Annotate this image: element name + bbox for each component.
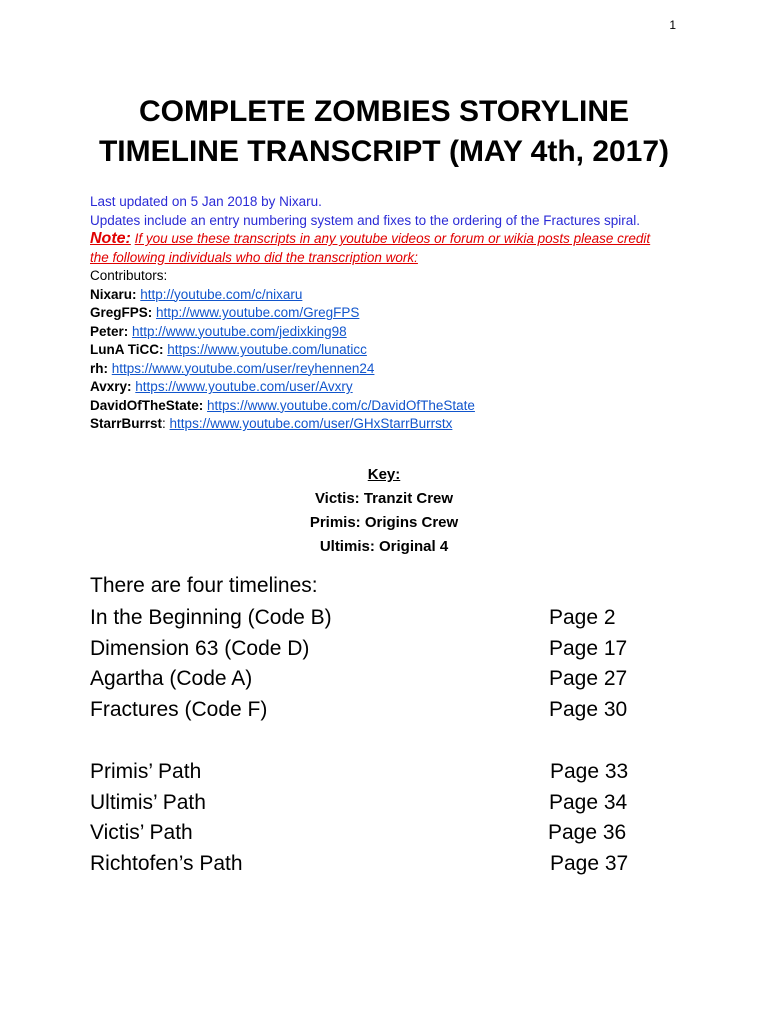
toc-page: Page 33 xyxy=(550,760,629,783)
toc-row[interactable] xyxy=(90,791,650,822)
credit-note xyxy=(90,230,690,249)
contributor-link[interactable]: http://youtube.com/c/nixaru xyxy=(140,286,303,302)
toc-label: Primis’ Path xyxy=(90,760,202,783)
contributor-link[interactable]: http://www.youtube.com/jedixking98 xyxy=(132,323,347,339)
contributor-link[interactable]: http://www.youtube.com/GregFPS xyxy=(156,305,360,320)
toc-page: Page 27 xyxy=(549,667,628,690)
paths-toc xyxy=(90,760,650,882)
title-line-1: COMPLETE ZOMBIES STORYLINE xyxy=(138,95,630,128)
contributor-link[interactable]: https://www.youtube.com/c/DavidOfTheState xyxy=(207,397,475,413)
contributor-name: StarrBurrst xyxy=(90,416,163,431)
toc-page: Page 36 xyxy=(548,821,627,844)
last-updated: Last updated on 5 Jan 2018 by Nixaru. xyxy=(90,194,322,209)
contributor-row xyxy=(90,360,690,379)
contributor-name: Avxry: xyxy=(90,379,132,394)
note-text-1: If you use these transcripts in any youtube videos or forum or wikia posts please credit xyxy=(134,231,651,246)
contributor-name: Nixaru: xyxy=(90,286,137,302)
toc-page: Page 37 xyxy=(550,851,629,875)
page-number: 1 xyxy=(669,18,676,32)
toc-row[interactable] xyxy=(90,637,650,668)
key-entry: Victis: Tranzit Crew xyxy=(314,490,454,507)
toc-label: In the Beginning (Code B) xyxy=(90,606,332,629)
toc-page: Page 30 xyxy=(549,697,628,721)
contributor-link[interactable]: https://www.youtube.com/user/GHxStarrBurrstx xyxy=(169,416,453,431)
contributor-row xyxy=(90,397,690,416)
contributor-row xyxy=(90,378,690,397)
toc-row[interactable] xyxy=(90,667,650,698)
key-entry: Ultimis: Original 4 xyxy=(319,538,449,555)
toc-label: Richtofen’s Path xyxy=(90,851,243,875)
contributors-label: Contributors: xyxy=(90,268,168,283)
toc-label: Victis’ Path xyxy=(90,821,193,844)
contributor-link[interactable]: https://www.youtube.com/user/Avxry xyxy=(135,379,353,394)
contributor-link[interactable]: https://www.youtube.com/lunaticc xyxy=(167,342,367,357)
toc-page: Page 34 xyxy=(549,790,628,814)
title-line-2: TIMELINE TRANSCRIPT (MAY 4th, 2017) xyxy=(98,135,670,168)
toc-page: Page 17 xyxy=(549,636,628,660)
toc-label: Dimension 63 (Code D) xyxy=(90,636,310,660)
timelines-toc xyxy=(90,606,650,728)
document-title xyxy=(0,92,768,172)
key-section xyxy=(0,463,768,559)
timelines-intro: There are four timelines: xyxy=(90,574,318,597)
toc-label: Ultimis’ Path xyxy=(90,790,206,814)
contributor-name: Peter: xyxy=(90,323,129,339)
note-label: Note: xyxy=(90,230,131,247)
contributor-row xyxy=(90,323,690,342)
updates-description: Updates include an entry numbering system and fixes to the ordering of the Fractures spiral. xyxy=(90,212,641,228)
toc-label: Agartha (Code A) xyxy=(90,667,253,690)
contributor-row xyxy=(90,341,690,360)
note-text-2: the following individuals who did the transcription work: xyxy=(90,249,418,265)
contributor-link[interactable]: https://www.youtube.com/user/reyhennen24 xyxy=(111,360,375,376)
key-title: Key: xyxy=(367,466,401,483)
toc-row[interactable] xyxy=(90,821,650,852)
contributor-row xyxy=(90,286,690,305)
toc-row[interactable] xyxy=(90,852,650,883)
contributor-name: rh: xyxy=(90,360,108,376)
contributor-name: GregFPS: xyxy=(90,305,153,320)
contributor-row xyxy=(90,304,690,323)
toc-row[interactable] xyxy=(90,698,650,729)
toc-row[interactable] xyxy=(90,760,650,791)
contributor-name: LunA TiCC: xyxy=(90,342,164,357)
meta-section xyxy=(90,193,690,434)
toc-row[interactable] xyxy=(90,606,650,637)
contributor-row: StarrBurrst: https://www.youtube.com/user/GHxStarrBurrstx xyxy=(90,416,453,431)
toc-label: Fractures (Code F) xyxy=(90,697,268,721)
key-entry: Primis: Origins Crew xyxy=(309,514,459,531)
credit-note-cont xyxy=(90,249,690,268)
toc-page: Page 2 xyxy=(549,606,616,629)
contributor-name: DavidOfTheState: xyxy=(90,397,204,413)
